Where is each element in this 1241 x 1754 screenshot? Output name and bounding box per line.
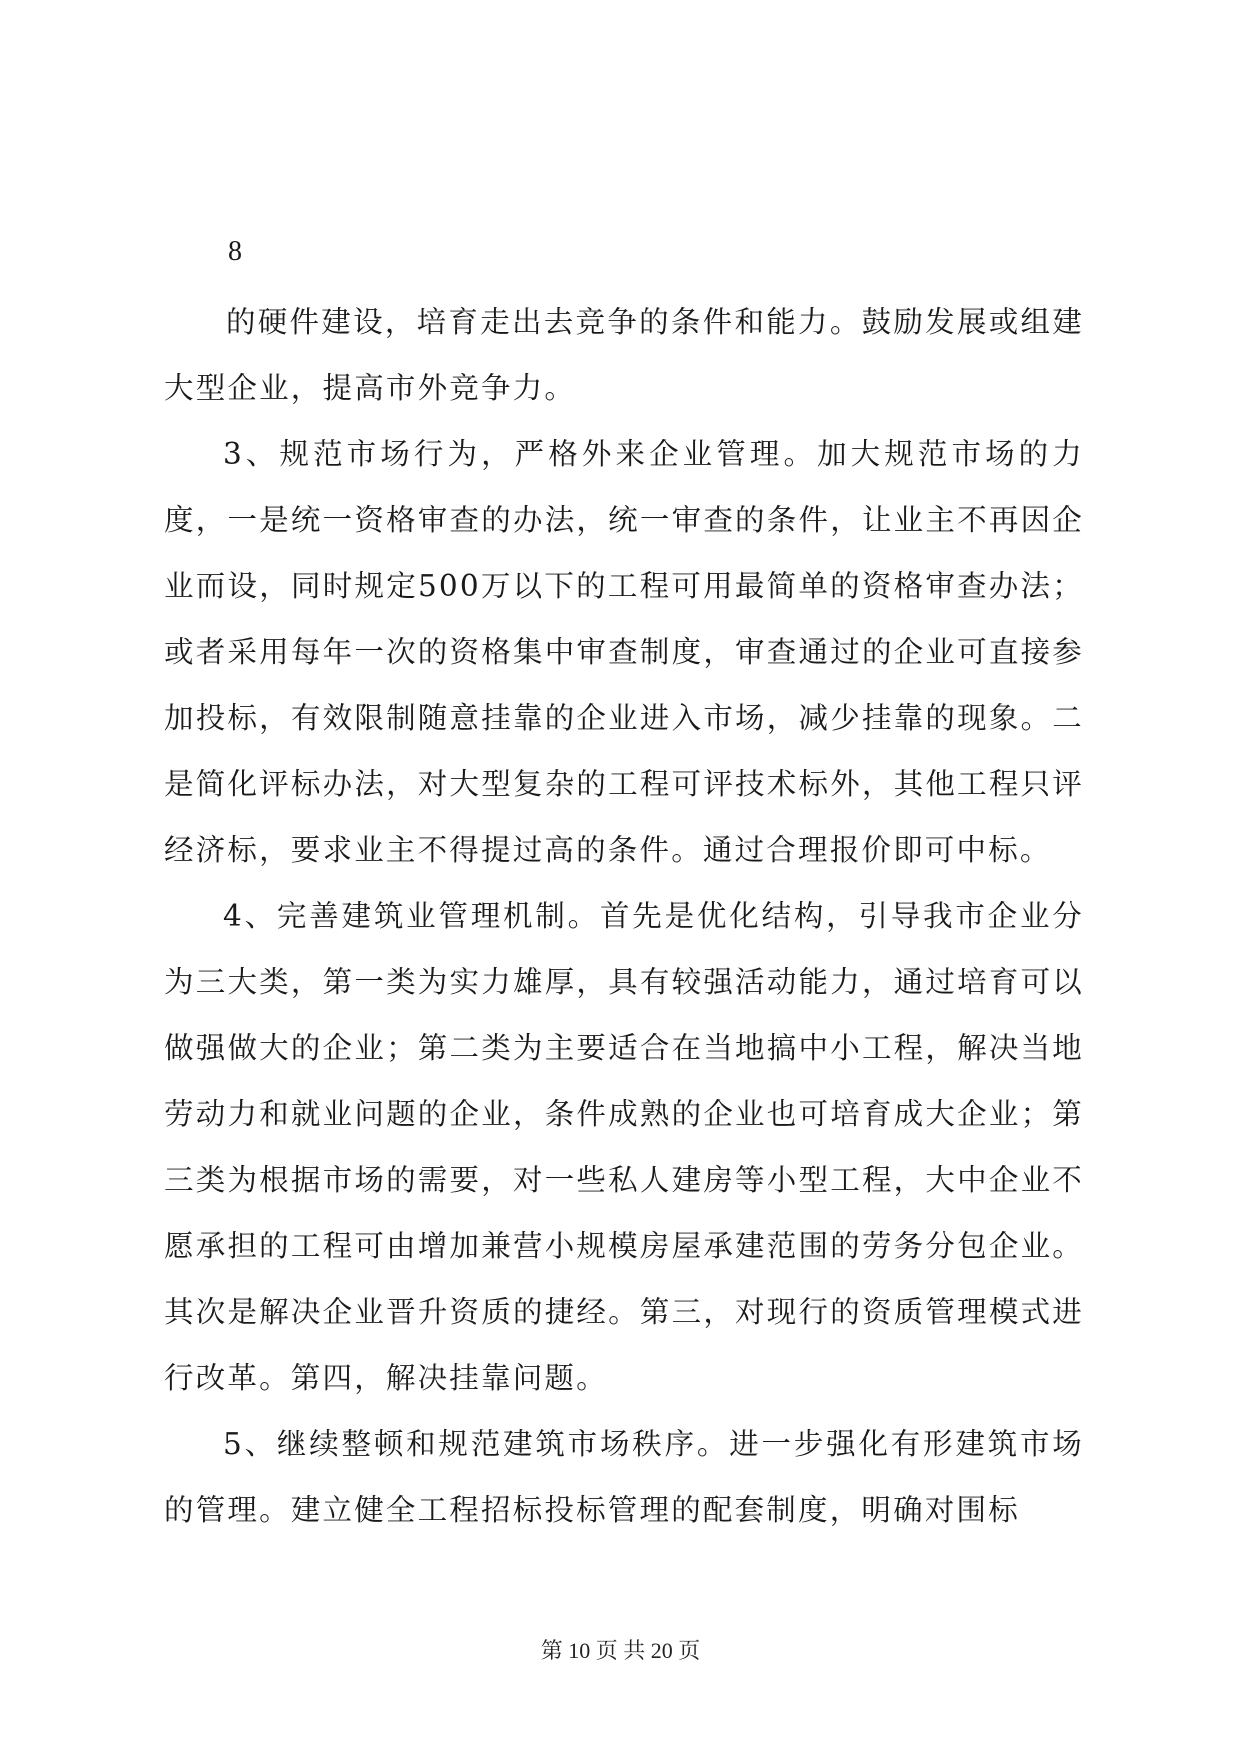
paragraph-3-market-regulation: 3、规范市场行为，严格外来企业管理。加大规范市场的力度，一是统一资格审查的办法，统一审查的条件，让业主不再因企业而设，同时规定500万以下的工程可用最简单的资格审查办法；或者采用每年一次的资格集中审查制度，审查通过的企业可直接参加投标，有效限制随意挂靠的企业进入市场，减少挂靠的现象。二是简化评标办法，对大型复杂的工程可评技术标外，其他工程只评经济标，要求业主不得提过高的条件。通过合理报价即可中标。 — [164, 437, 1084, 867]
page-footer: 第 10 页 共 20 页 — [540, 1638, 701, 1663]
paragraph-4-management-mechanism: 4、完善建筑业管理机制。首先是优化结构，引导我市企业分为三大类，第一类为实力雄厚，具有较强活动能力，通过培育可以做强做大的企业；第二类为主要适合在当地搞中小工程，解决当地劳动力和就业问题的企业，条件成熟的企业也可培育成大企业；第三类为根据市场的需要，对一些私人建房等小型工程，大中企业不愿承担的工程可由增加兼营小规模房屋承建范围的劳务分包企业。其次是解决企业晋升资质的捷经。第三，对现行的资质管理模式进行改革。第四，解决挂靠问题。 — [164, 899, 1084, 1395]
paragraph-continued: 的硬件建设，培育走出去竞争的条件和能力。鼓励发展或组建大型企业，提高市外竞争力。 — [164, 305, 1084, 405]
top-page-marker: 8 — [228, 236, 242, 267]
paragraph-5-market-order: 5、继续整顿和规范建筑市场秩序。进一步强化有形建筑市场的管理。建立健全工程招标投标管理的配套制度，明确对围标 — [164, 1427, 1084, 1527]
document-body — [164, 289, 1084, 1543]
